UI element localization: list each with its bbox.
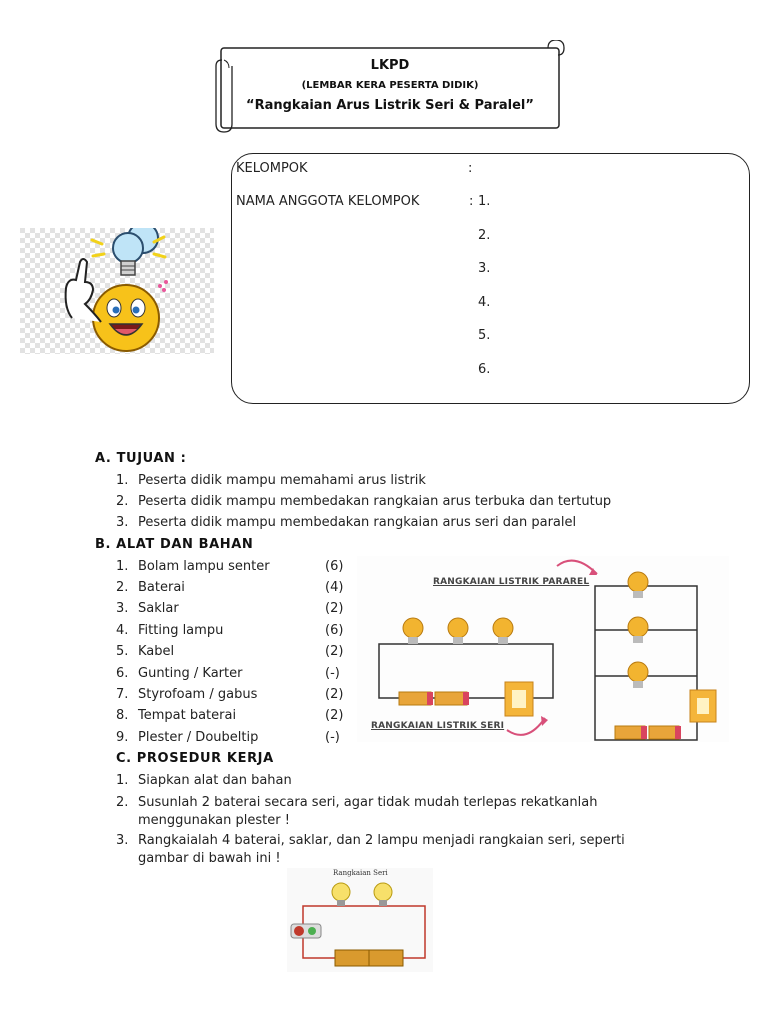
group-info-box [231, 153, 750, 404]
small-diagram-title: Rangkaian Seri [333, 869, 388, 877]
list-item-number: 1. [116, 473, 129, 488]
list-item: Peserta didik mampu membedakan rangkaian arus terbuka dan tertutup [138, 494, 612, 509]
series-circuit-label: RANGKAIAN LISTRIK SERI [371, 721, 505, 731]
section-c-heading: C. PROSEDUR KERJA [116, 751, 274, 766]
list-item: Bolam lampu senter [138, 559, 270, 574]
list-item: Fitting lampu [138, 623, 224, 638]
item-quantity: (-) [325, 666, 340, 681]
list-item-number: 1. [116, 773, 129, 788]
member-slot-5: 5. [478, 328, 491, 343]
series-circuit-small-image [287, 868, 433, 972]
kelompok-separator: : [468, 161, 473, 176]
list-item: Baterai [138, 580, 185, 595]
list-item-number: 3. [116, 601, 129, 616]
item-quantity: (4) [325, 580, 344, 595]
list-item: Susunlah 2 baterai secara seri, agar tidak mudah terlepas rekatkanlah [138, 795, 598, 810]
item-quantity: (2) [325, 644, 344, 659]
item-quantity: (6) [325, 559, 344, 574]
list-item-number: 5. [116, 644, 129, 659]
series-switch [505, 682, 533, 716]
list-item: Tempat baterai [138, 708, 237, 723]
member-slot-4: 4. [478, 295, 491, 310]
member-slot-6: 6. [478, 362, 491, 377]
kelompok-label: KELOMPOK [236, 161, 308, 176]
item-quantity: (-) [325, 730, 340, 745]
parallel-bulbs [628, 572, 648, 688]
anggota-separator: : [469, 194, 474, 209]
section-a-heading: A. TUJUAN : [95, 451, 187, 466]
header-scroll [212, 40, 568, 140]
list-item: Rangkaialah 4 baterai, saklar, dan 2 lampu menjadi rangkaian seri, seperti [138, 833, 625, 848]
member-slot-1: 1. [478, 194, 491, 209]
list-item: Styrofoam / gabus [138, 687, 258, 702]
list-item-number: 2. [116, 580, 129, 595]
item-quantity: (2) [325, 601, 344, 616]
anggota-label: NAMA ANGGOTA KELOMPOK [236, 194, 420, 209]
list-item-number: 7. [116, 687, 129, 702]
worksheet-topic: “Rangkaian Arus Listrik Seri & Paralel” [246, 98, 534, 113]
list-item: Gunting / Karter [138, 666, 243, 681]
list-item-number: 3. [116, 515, 129, 530]
member-slot-3: 3. [478, 261, 491, 276]
item-quantity: (2) [325, 708, 344, 723]
small-batteries [335, 950, 403, 966]
list-item: Peserta didik mampu memahami arus listrik [138, 473, 426, 488]
list-item-number: 2. [116, 494, 129, 509]
parallel-circuit-label: RANGKAIAN LISTRIK PARAREL [433, 577, 590, 587]
item-quantity: (6) [325, 623, 344, 638]
member-slot-2: 2. [478, 228, 491, 243]
list-item: Plester / Doubeltip [138, 730, 259, 745]
list-item: Saklar [138, 601, 179, 616]
circuit-diagram-image [357, 556, 729, 742]
list-item-number: 4. [116, 623, 129, 638]
list-item: Peserta didik mampu membedakan rangkaian arus seri dan paralel [138, 515, 577, 530]
list-item-continuation: gambar di bawah ini ! [138, 851, 281, 866]
list-item-number: 2. [116, 795, 129, 810]
list-item-number: 3. [116, 833, 129, 848]
smiley-face-icon [93, 285, 159, 351]
small-switch [291, 924, 321, 938]
worksheet-title: LKPD [370, 58, 410, 73]
item-quantity: (2) [325, 687, 344, 702]
section-b-heading: B. ALAT DAN BAHAN [95, 537, 254, 552]
list-item: Siapkan alat dan bahan [138, 773, 292, 788]
list-item-number: 1. [116, 559, 129, 574]
list-item-number: 6. [116, 666, 129, 681]
parallel-switch [690, 690, 716, 722]
list-item-continuation: menggunakan plester ! [138, 813, 290, 828]
smiley-lightbulb-clipart [20, 228, 214, 354]
list-item: Kabel [138, 644, 175, 659]
list-item-number: 8. [116, 708, 129, 723]
list-item-number: 9. [116, 730, 129, 745]
worksheet-subtitle: (LEMBAR KERA PESERTA DIDIK) [301, 80, 479, 91]
